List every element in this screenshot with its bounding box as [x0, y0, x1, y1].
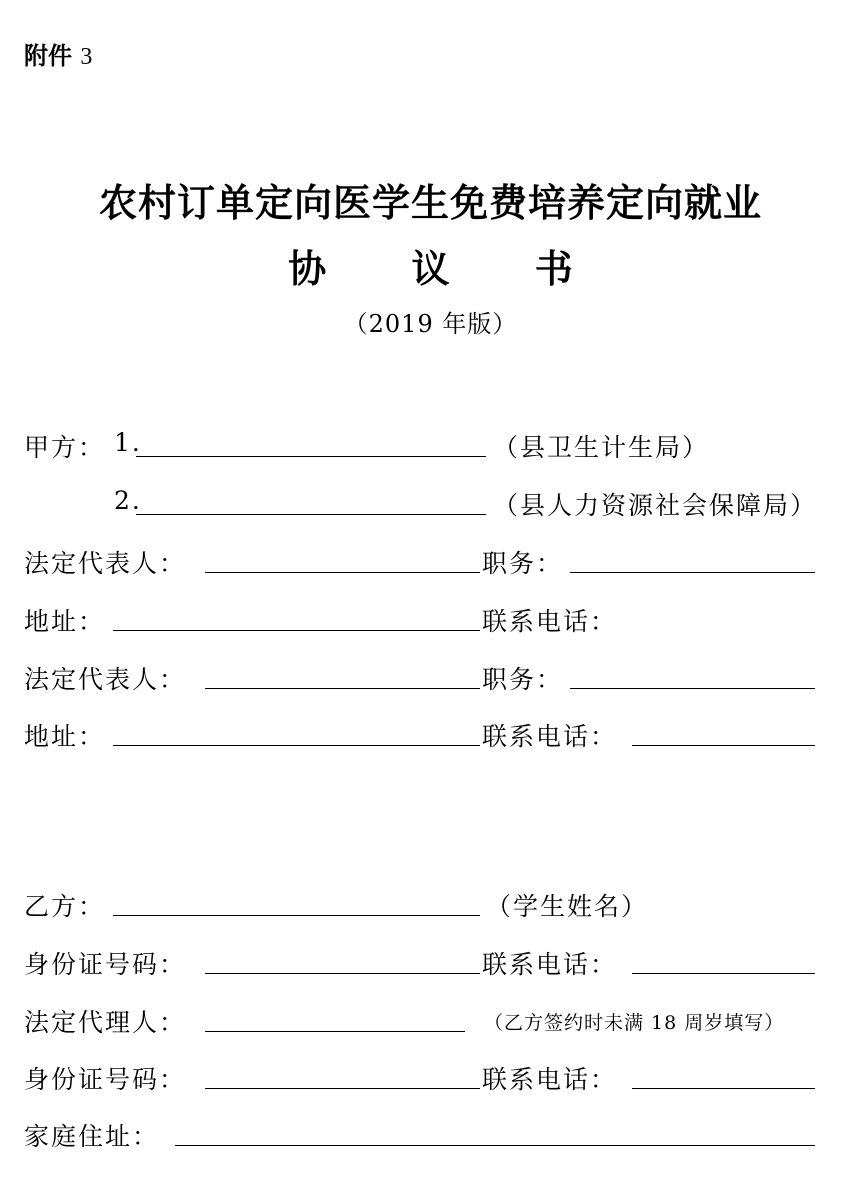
guardian-label: 法定代理人：	[24, 1008, 187, 1037]
party-a-legal-rep-field-2[interactable]	[205, 688, 480, 689]
party-a-position-field-2[interactable]	[570, 688, 815, 689]
party-a-phone-field-2[interactable]	[632, 745, 815, 746]
party-b-phone-field[interactable]	[632, 973, 815, 974]
party-a-legal-rep-label-2: 法定代表人：	[24, 665, 187, 694]
party-a-item1-field[interactable]	[136, 456, 486, 457]
guardian-field[interactable]	[205, 1031, 465, 1032]
party-a-item1-note: （县卫生计生局）	[493, 433, 710, 462]
party-b-name-field[interactable]	[113, 915, 480, 916]
party-a-position-field[interactable]	[570, 572, 815, 573]
subtitle-char-1: 协	[288, 246, 327, 291]
party-b-id-field[interactable]	[205, 973, 480, 974]
party-a-phone-label: 联系电话：	[482, 607, 618, 636]
party-a-address-label-2: 地址：	[24, 722, 106, 751]
party-a-item2-note: （县人力资源社会保障局）	[493, 491, 818, 520]
guardian-phone-field[interactable]	[632, 1088, 815, 1089]
party-a-item2-num: 2.	[114, 486, 142, 515]
party-b-label: 乙方：	[24, 892, 106, 921]
party-a-position-label-2: 职务：	[482, 665, 564, 694]
guardian-id-label: 身份证号码：	[24, 1065, 187, 1094]
home-address-label: 家庭住址：	[24, 1122, 160, 1151]
subtitle-char-2: 议	[411, 246, 450, 291]
party-a-position-label: 职务：	[482, 549, 564, 578]
party-b-phone-label: 联系电话：	[482, 950, 618, 979]
subtitle-char-3: 书	[534, 246, 573, 291]
party-a-address-field[interactable]	[113, 630, 480, 631]
party-a-item1-num: 1.	[114, 428, 142, 457]
attachment-label-text: 附件	[24, 42, 72, 70]
attachment-number: 3	[80, 44, 93, 70]
guardian-note: （乙方签约时未满 18 周岁填写）	[484, 1012, 785, 1034]
attachment-label	[24, 36, 92, 71]
document-title: 农村订单定向医学生免费培养定向就业	[98, 180, 762, 225]
home-address-field[interactable]	[175, 1145, 815, 1146]
party-a-legal-rep-label: 法定代表人：	[24, 549, 187, 578]
party-a-address-field-2[interactable]	[113, 745, 480, 746]
party-a-label: 甲方：	[24, 433, 106, 462]
party-a-address-label: 地址：	[24, 607, 106, 636]
party-b-id-label: 身份证号码：	[24, 950, 187, 979]
document-version: （2019 年版）	[343, 310, 518, 338]
party-a-phone-label-2: 联系电话：	[482, 722, 618, 751]
document-subtitle	[0, 238, 861, 293]
guardian-id-field[interactable]	[205, 1088, 480, 1089]
party-a-legal-rep-field[interactable]	[205, 572, 480, 573]
guardian-phone-label: 联系电话：	[482, 1065, 618, 1094]
party-a-item2-field[interactable]	[136, 514, 486, 515]
party-b-name-note: （学生姓名）	[486, 892, 649, 921]
